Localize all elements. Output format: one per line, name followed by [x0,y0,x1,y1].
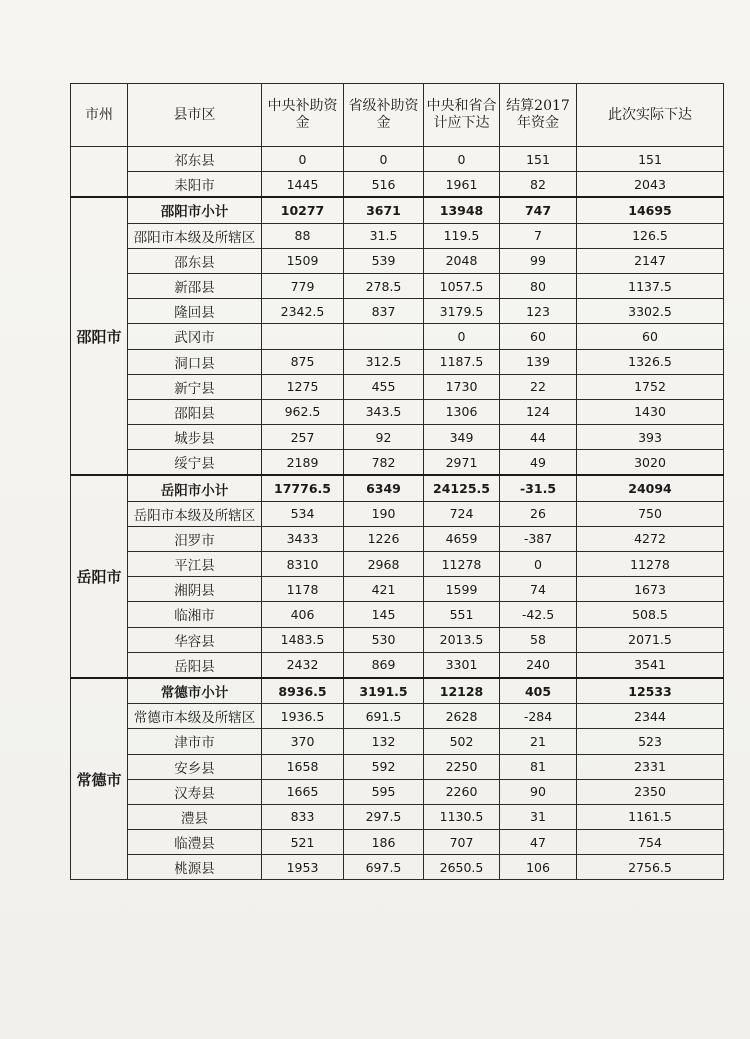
county-cell: 邵阳市小计 [128,197,262,223]
combined-due-cell: 502 [424,729,500,754]
settlement-2017-cell: -387 [500,526,577,551]
settlement-2017-cell: 26 [500,501,577,526]
actual-issued-cell: 2071.5 [577,627,724,652]
combined-due-cell: 707 [424,830,500,855]
table-row [71,425,724,450]
central-fund-cell: 0 [262,147,344,172]
central-fund-cell: 779 [262,273,344,298]
county-cell: 岳阳市小计 [128,475,262,501]
settlement-2017-cell: -284 [500,704,577,729]
table-row [71,450,724,476]
combined-due-cell: 13948 [424,197,500,223]
combined-due-cell: 2650.5 [424,855,500,880]
combined-due-cell: 1730 [424,374,500,399]
county-cell: 汨罗市 [128,526,262,551]
actual-issued-cell: 1673 [577,577,724,602]
county-cell: 绥宁县 [128,450,262,476]
central-fund-cell: 370 [262,729,344,754]
table-row [71,273,724,298]
table-row [71,223,724,248]
combined-due-cell: 349 [424,425,500,450]
county-cell: 汉寿县 [128,779,262,804]
actual-issued-cell: 508.5 [577,602,724,627]
combined-due-cell: 119.5 [424,223,500,248]
actual-issued-cell: 60 [577,324,724,349]
settlement-2017-cell: 60 [500,324,577,349]
central-fund-cell: 962.5 [262,399,344,424]
provincial-fund-cell: 1226 [344,526,424,551]
actual-issued-cell: 1430 [577,399,724,424]
actual-issued-cell: 750 [577,501,724,526]
settlement-2017-cell: 58 [500,627,577,652]
actual-issued-cell: 754 [577,830,724,855]
actual-issued-cell: 393 [577,425,724,450]
provincial-fund-cell: 869 [344,652,424,678]
table-row [71,729,724,754]
combined-due-cell: 2048 [424,248,500,273]
header-city: 市州 [71,84,128,147]
combined-due-cell: 3301 [424,652,500,678]
table-row [71,299,724,324]
actual-issued-cell: 2350 [577,779,724,804]
county-cell: 祁东县 [128,147,262,172]
header-settlement-2017: 结算2017年资金 [500,84,577,147]
combined-due-cell: 1306 [424,399,500,424]
central-fund-cell: 257 [262,425,344,450]
settlement-2017-cell: 31 [500,804,577,829]
settlement-2017-cell: 82 [500,172,577,198]
provincial-fund-cell: 595 [344,779,424,804]
actual-issued-cell: 1752 [577,374,724,399]
county-cell: 洞口县 [128,349,262,374]
settlement-2017-cell: 81 [500,754,577,779]
table-row [71,526,724,551]
provincial-fund-cell: 421 [344,577,424,602]
header-county: 县市区 [128,84,262,147]
combined-due-cell: 3179.5 [424,299,500,324]
central-fund-cell [262,324,344,349]
provincial-fund-cell: 592 [344,754,424,779]
settlement-2017-cell: 139 [500,349,577,374]
table-row [71,349,724,374]
combined-due-cell: 2013.5 [424,627,500,652]
county-cell: 邵东县 [128,248,262,273]
provincial-fund-cell: 530 [344,627,424,652]
central-fund-cell: 2432 [262,652,344,678]
provincial-fund-cell: 343.5 [344,399,424,424]
city-cell: 岳阳市 [71,475,128,678]
settlement-2017-cell: 405 [500,678,577,704]
table-row [71,804,724,829]
county-cell: 城步县 [128,425,262,450]
settlement-2017-cell: 99 [500,248,577,273]
table-header-row [71,84,724,147]
actual-issued-cell: 1326.5 [577,349,724,374]
central-fund-cell: 1936.5 [262,704,344,729]
header-central-fund: 中央补助资金 [262,84,344,147]
central-fund-cell: 1275 [262,374,344,399]
provincial-fund-cell: 186 [344,830,424,855]
county-cell: 澧县 [128,804,262,829]
provincial-fund-cell: 92 [344,425,424,450]
actual-issued-cell: 3020 [577,450,724,476]
central-fund-cell: 1665 [262,779,344,804]
central-fund-cell: 2342.5 [262,299,344,324]
county-cell: 常德市本级及所辖区 [128,704,262,729]
county-cell: 湘阴县 [128,577,262,602]
header-actual-issued: 此次实际下达 [577,84,724,147]
table-row [71,652,724,678]
actual-issued-cell: 12533 [577,678,724,704]
actual-issued-cell: 24094 [577,475,724,501]
actual-issued-cell: 11278 [577,552,724,577]
central-fund-cell: 1483.5 [262,627,344,652]
table-row [71,147,724,172]
county-cell: 华容县 [128,627,262,652]
provincial-fund-cell: 3191.5 [344,678,424,704]
provincial-fund-cell: 6349 [344,475,424,501]
actual-issued-cell: 2756.5 [577,855,724,880]
actual-issued-cell: 2331 [577,754,724,779]
county-cell: 安乡县 [128,754,262,779]
county-cell: 临湘市 [128,602,262,627]
settlement-2017-cell: 74 [500,577,577,602]
settlement-2017-cell: 124 [500,399,577,424]
provincial-fund-cell: 312.5 [344,349,424,374]
provincial-fund-cell: 782 [344,450,424,476]
actual-issued-cell: 2344 [577,704,724,729]
provincial-fund-cell: 132 [344,729,424,754]
table-row [71,830,724,855]
actual-issued-cell: 126.5 [577,223,724,248]
county-cell: 桃源县 [128,855,262,880]
settlement-2017-cell: 240 [500,652,577,678]
table-row [71,374,724,399]
actual-issued-cell: 523 [577,729,724,754]
county-cell: 岳阳县 [128,652,262,678]
settlement-2017-cell: 80 [500,273,577,298]
provincial-fund-cell: 190 [344,501,424,526]
actual-issued-cell: 1137.5 [577,273,724,298]
central-fund-cell: 2189 [262,450,344,476]
settlement-2017-cell: 90 [500,779,577,804]
settlement-2017-cell: 21 [500,729,577,754]
provincial-fund-cell [344,324,424,349]
combined-due-cell: 2628 [424,704,500,729]
provincial-fund-cell: 297.5 [344,804,424,829]
county-cell: 新宁县 [128,374,262,399]
combined-due-cell: 2250 [424,754,500,779]
combined-due-cell: 1599 [424,577,500,602]
city-cell: 邵阳市 [71,197,128,475]
combined-due-cell: 4659 [424,526,500,551]
central-fund-cell: 17776.5 [262,475,344,501]
settlement-2017-cell: 49 [500,450,577,476]
actual-issued-cell: 3541 [577,652,724,678]
header-combined-due: 中央和省合计应下达 [424,84,500,147]
combined-due-cell: 2971 [424,450,500,476]
table-row [71,324,724,349]
table-row [71,577,724,602]
settlement-2017-cell: 747 [500,197,577,223]
actual-issued-cell: 1161.5 [577,804,724,829]
county-cell: 岳阳市本级及所辖区 [128,501,262,526]
county-cell: 平江县 [128,552,262,577]
settlement-2017-cell: 47 [500,830,577,855]
provincial-fund-cell: 31.5 [344,223,424,248]
settlement-2017-cell: 106 [500,855,577,880]
county-cell: 新邵县 [128,273,262,298]
provincial-fund-cell: 3671 [344,197,424,223]
central-fund-cell: 1953 [262,855,344,880]
settlement-2017-cell: -42.5 [500,602,577,627]
provincial-fund-cell: 539 [344,248,424,273]
table-row [71,172,724,198]
central-fund-cell: 1509 [262,248,344,273]
provincial-fund-cell: 516 [344,172,424,198]
county-cell: 邵阳县 [128,399,262,424]
central-fund-cell: 534 [262,501,344,526]
header-provincial-fund: 省级补助资金 [344,84,424,147]
settlement-2017-cell: 7 [500,223,577,248]
city-cell: 常德市 [71,678,128,880]
table-row [71,399,724,424]
combined-due-cell: 24125.5 [424,475,500,501]
actual-issued-cell: 2147 [577,248,724,273]
combined-due-cell: 1057.5 [424,273,500,298]
provincial-fund-cell: 278.5 [344,273,424,298]
table-row [71,501,724,526]
county-cell: 隆回县 [128,299,262,324]
actual-issued-cell: 2043 [577,172,724,198]
table-row [71,855,724,880]
central-fund-cell: 88 [262,223,344,248]
settlement-2017-cell: 22 [500,374,577,399]
provincial-fund-cell: 145 [344,602,424,627]
table-row [71,704,724,729]
combined-due-cell: 0 [424,147,500,172]
combined-due-cell: 1130.5 [424,804,500,829]
fund-allocation-table [70,83,724,880]
provincial-fund-cell: 455 [344,374,424,399]
county-cell: 耒阳市 [128,172,262,198]
central-fund-cell: 833 [262,804,344,829]
table-row [71,475,724,501]
combined-due-cell: 1187.5 [424,349,500,374]
table-row [71,779,724,804]
settlement-2017-cell: 0 [500,552,577,577]
combined-due-cell: 12128 [424,678,500,704]
central-fund-cell: 406 [262,602,344,627]
central-fund-cell: 1178 [262,577,344,602]
combined-due-cell: 724 [424,501,500,526]
central-fund-cell: 3433 [262,526,344,551]
provincial-fund-cell: 2968 [344,552,424,577]
provincial-fund-cell: 697.5 [344,855,424,880]
central-fund-cell: 875 [262,349,344,374]
provincial-fund-cell: 837 [344,299,424,324]
combined-due-cell: 1961 [424,172,500,198]
table-row [71,197,724,223]
actual-issued-cell: 4272 [577,526,724,551]
city-cell [71,147,128,198]
county-cell: 武冈市 [128,324,262,349]
actual-issued-cell: 3302.5 [577,299,724,324]
central-fund-cell: 8936.5 [262,678,344,704]
table-row [71,754,724,779]
table-row [71,248,724,273]
table-row [71,552,724,577]
combined-due-cell: 11278 [424,552,500,577]
county-cell: 邵阳市本级及所辖区 [128,223,262,248]
settlement-2017-cell: -31.5 [500,475,577,501]
settlement-2017-cell: 44 [500,425,577,450]
actual-issued-cell: 151 [577,147,724,172]
provincial-fund-cell: 691.5 [344,704,424,729]
table-body [71,147,724,880]
central-fund-cell: 1445 [262,172,344,198]
combined-due-cell: 0 [424,324,500,349]
table-row [71,602,724,627]
county-cell: 临澧县 [128,830,262,855]
central-fund-cell: 10277 [262,197,344,223]
provincial-fund-cell: 0 [344,147,424,172]
settlement-2017-cell: 151 [500,147,577,172]
settlement-2017-cell: 123 [500,299,577,324]
table-row [71,678,724,704]
combined-due-cell: 551 [424,602,500,627]
central-fund-cell: 521 [262,830,344,855]
central-fund-cell: 1658 [262,754,344,779]
central-fund-cell: 8310 [262,552,344,577]
actual-issued-cell: 14695 [577,197,724,223]
table-row [71,627,724,652]
combined-due-cell: 2260 [424,779,500,804]
county-cell: 津市市 [128,729,262,754]
county-cell: 常德市小计 [128,678,262,704]
